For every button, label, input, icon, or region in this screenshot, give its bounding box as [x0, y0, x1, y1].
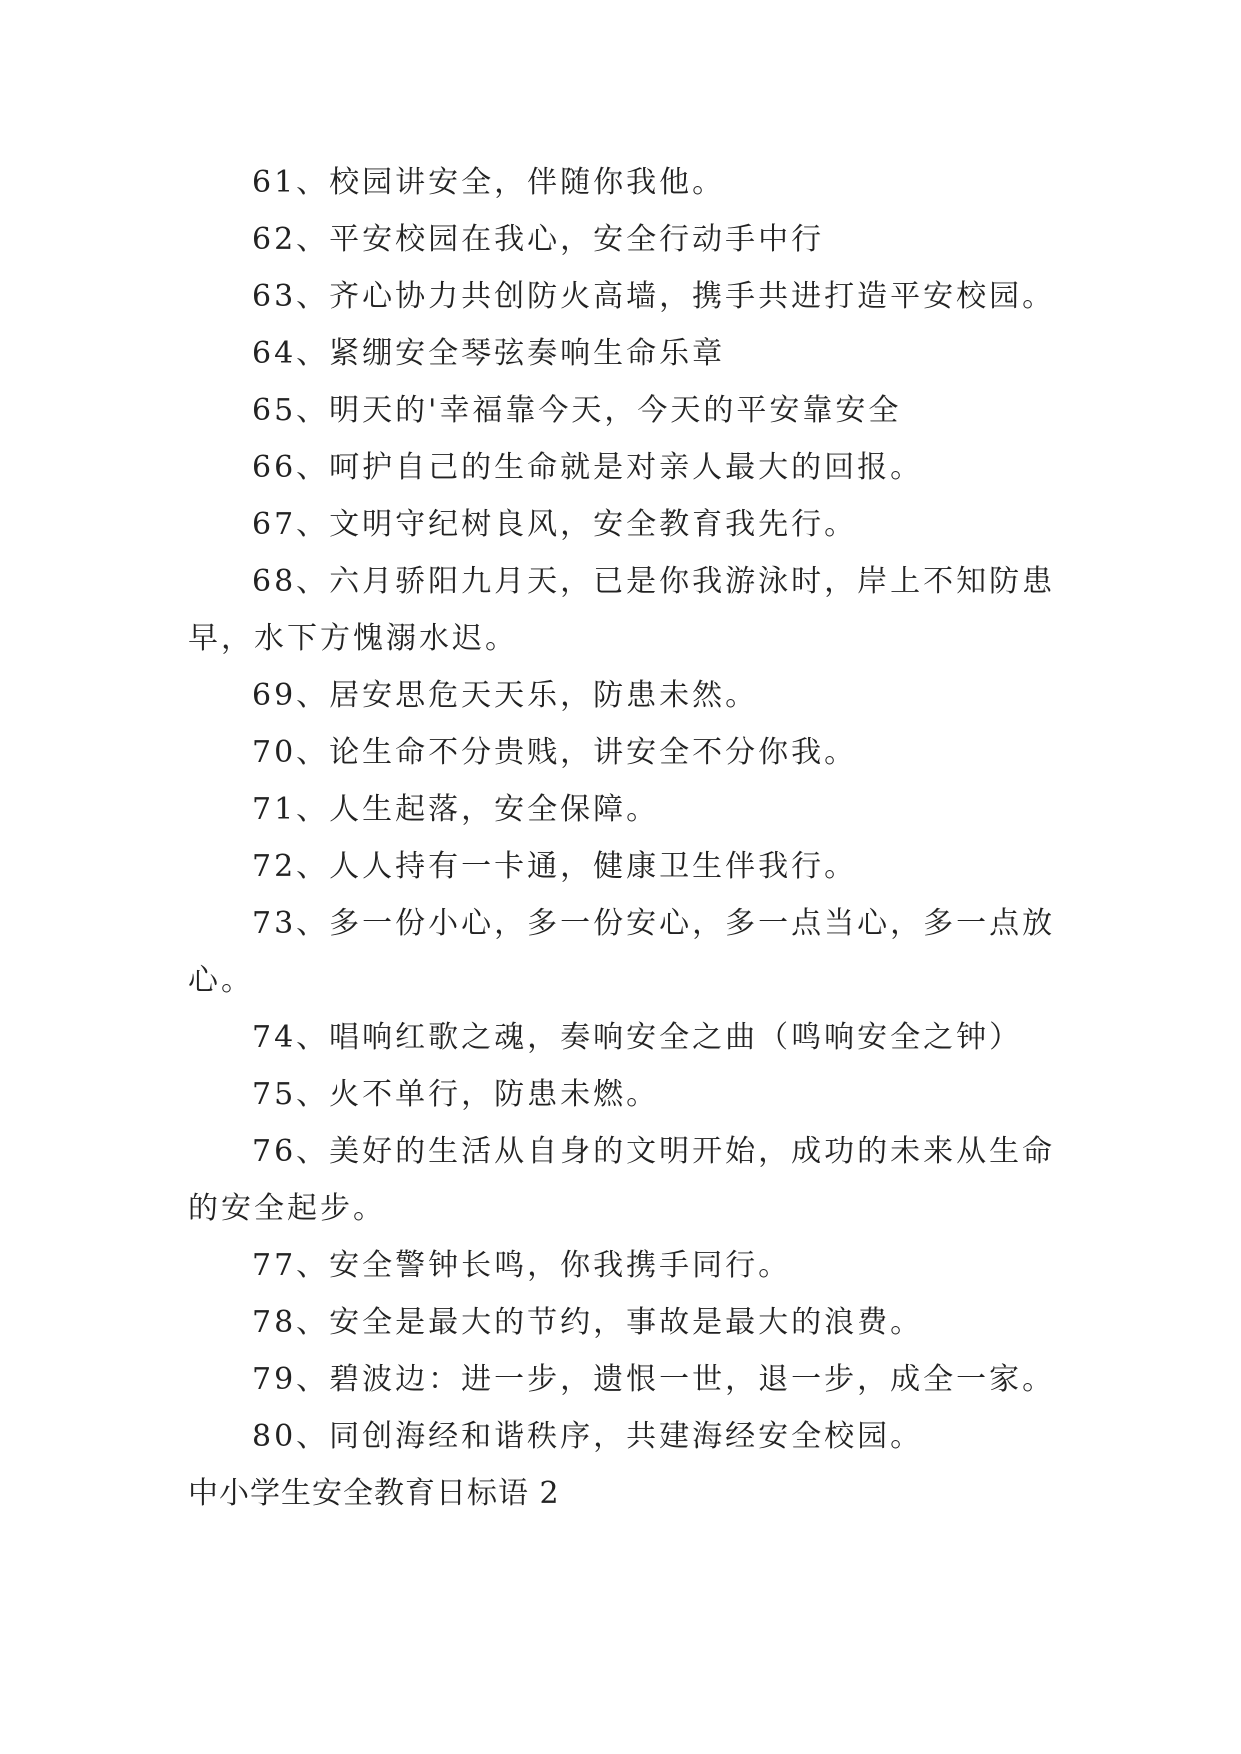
slogan-79: 79、碧波边：进一步，遗恨一世，退一步，成全一家。 — [252, 1362, 1056, 1397]
slogan-65: 65、明天的'幸福靠今天，今天的平安靠安全 — [252, 393, 902, 428]
slogan-61: 61、校园讲安全，伴随你我他。 — [252, 165, 726, 200]
slogan-64: 64、紧绷安全琴弦奏响生命乐章 — [252, 336, 726, 371]
slogan-73-continuation: 心。 — [188, 963, 254, 998]
slogan-62: 62、平安校园在我心，安全行动手中行 — [252, 222, 825, 257]
slogan-80: 80、同创海经和谐秩序，共建海经安全校园。 — [252, 1419, 924, 1454]
slogan-72: 72、人人持有一卡通，健康卫生伴我行。 — [252, 849, 858, 884]
slogan-67: 67、文明守纪树良风，安全教育我先行。 — [252, 507, 858, 542]
slogan-66: 66、呵护自己的生命就是对亲人最大的回报。 — [252, 450, 924, 485]
slogan-68-continuation: 早，水下方愧溺水迟。 — [188, 621, 518, 656]
slogan-73: 73、多一份小心，多一份安心，多一点当心，多一点放 — [252, 906, 1056, 941]
slogan-76: 76、美好的生活从自身的文明开始，成功的未来从生命 — [252, 1134, 1056, 1169]
slogan-71: 71、人生起落，安全保障。 — [252, 792, 660, 827]
slogan-68: 68、六月骄阳九月天，已是你我游泳时，岸上不知防患 — [252, 564, 1056, 599]
slogan-70: 70、论生命不分贵贱，讲安全不分你我。 — [252, 735, 858, 770]
section-heading: 中小学生安全教育日标语 2 — [188, 1476, 560, 1511]
slogan-77: 77、安全警钟长鸣，你我携手同行。 — [252, 1248, 792, 1283]
slogan-76-continuation: 的安全起步。 — [188, 1191, 386, 1226]
slogan-69: 69、居安思危天天乐，防患未然。 — [252, 678, 759, 713]
slogan-74: 74、唱响红歌之魂，奏响安全之曲（鸣响安全之钟） — [252, 1020, 1023, 1055]
slogan-78: 78、安全是最大的节约，事故是最大的浪费。 — [252, 1305, 924, 1340]
slogan-75: 75、火不单行，防患未燃。 — [252, 1077, 660, 1112]
slogan-63: 63、齐心协力共创防火高墙，携手共进打造平安校园。 — [252, 279, 1056, 314]
